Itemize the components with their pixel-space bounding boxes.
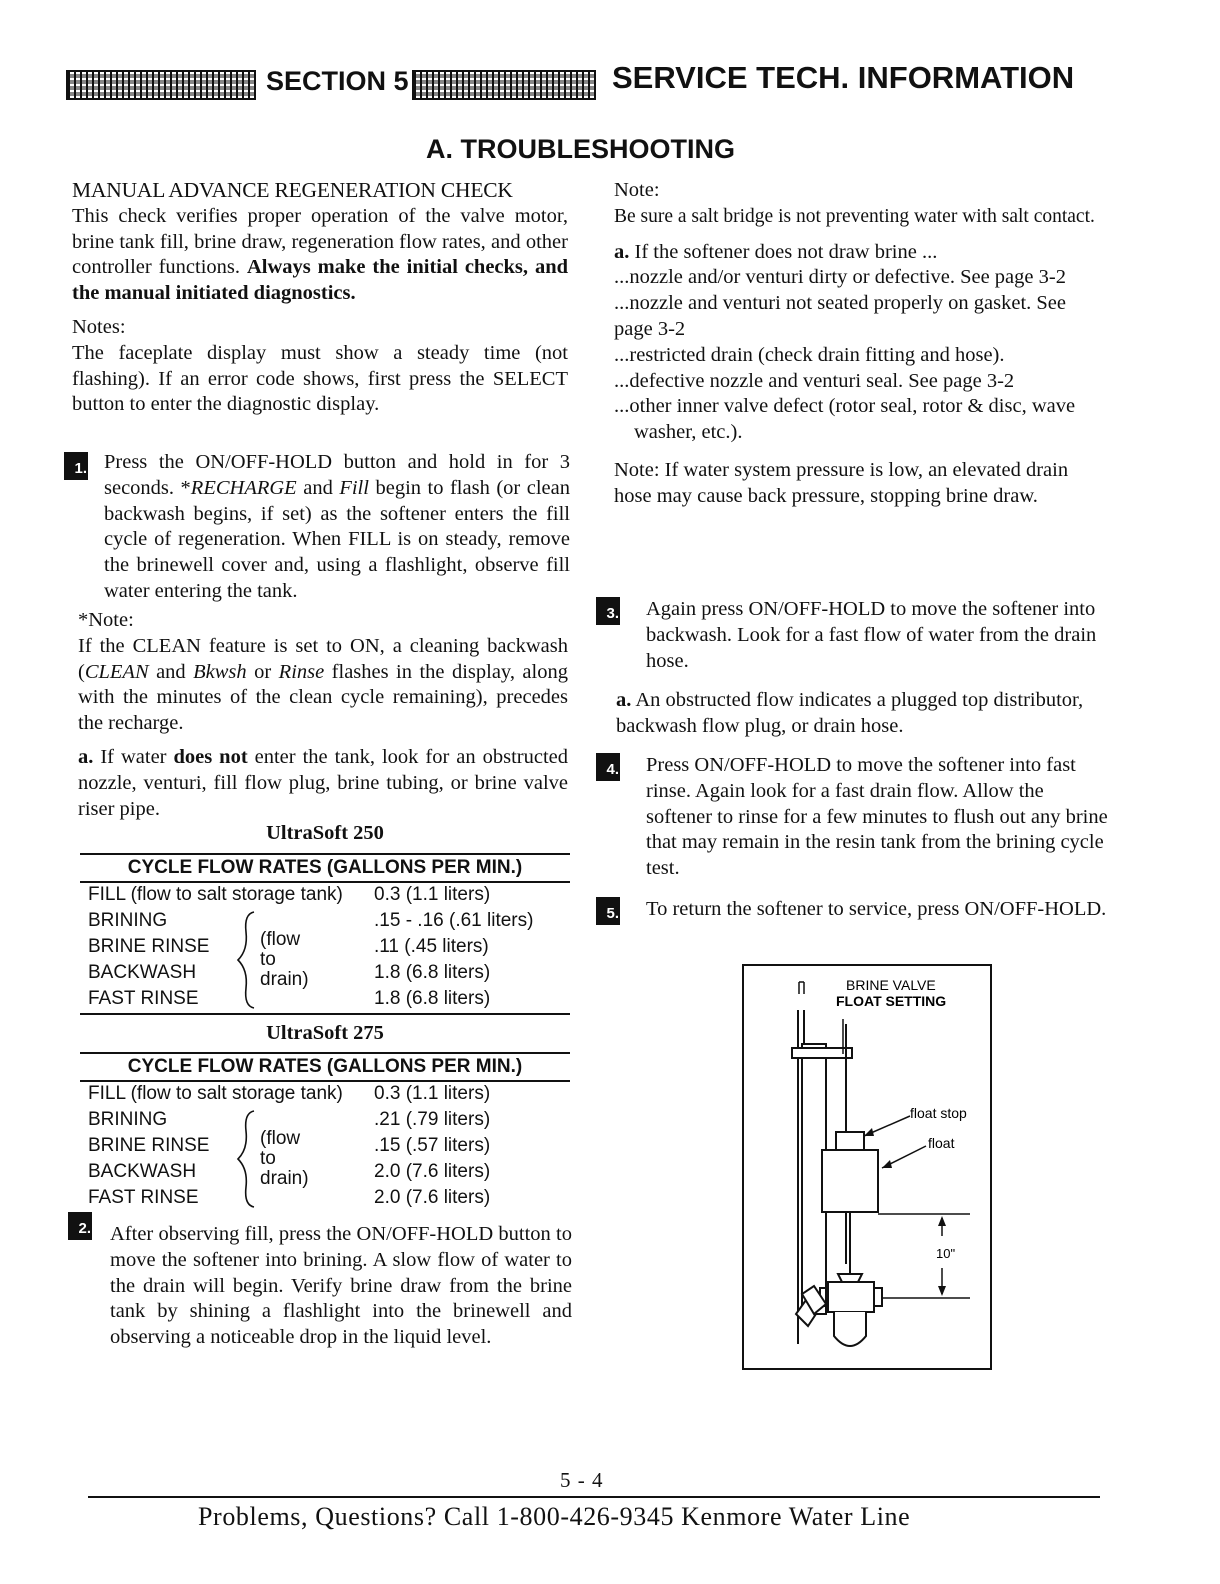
step-5-text: To return the softener to service, press ON/OFF-HOLD. xyxy=(646,898,1107,920)
star-note-or: or xyxy=(246,660,279,683)
table-1-row-label: BRINING xyxy=(88,910,168,931)
star-note-and: and xyxy=(148,660,194,683)
table-1-brace-3: drain) xyxy=(260,969,309,990)
table-2-brace-1: (flow xyxy=(260,1128,301,1149)
table-1-row-value: .11 (.45 liters) xyxy=(374,936,489,957)
check-a-bold: does not xyxy=(173,745,248,768)
table-2-row-label: BRINING xyxy=(88,1109,168,1130)
star-note-text xyxy=(78,634,568,737)
table-1-brace-1: (flow xyxy=(260,929,301,950)
notes-text: The faceplate display must show a steady time (not flashing). If an error code shows, first press the SELECT button to enter the diagnostic display. xyxy=(72,341,568,416)
check-a-text-2: enter the tank, look for an obstructed nozzle, venturi, fill flow plug, brine tubing, or brine valve riser pipe. xyxy=(78,745,568,820)
footer-rule xyxy=(88,1496,1100,1498)
table-1-row-value: 1.8 (6.8 liters) xyxy=(374,988,491,1009)
table-1-bottom-rule xyxy=(80,1013,570,1015)
float-label: float xyxy=(928,1135,955,1151)
table-2-row-label: BRINE RINSE xyxy=(88,1135,210,1156)
list-item: ...nozzle and/or venturi dirty or defective. See page 3-2 xyxy=(614,266,1066,289)
table-row xyxy=(80,1107,570,1133)
check-a-label: a. xyxy=(78,745,94,768)
table-row xyxy=(80,986,570,1012)
right-a-paragraph xyxy=(614,240,1106,266)
diagram-title-2: FLOAT SETTING xyxy=(836,993,947,1009)
step-1-text-a: Press the ON/OFF-HOLD button and hold in for 3 seconds. * xyxy=(104,451,570,499)
intro-paragraph xyxy=(72,204,568,307)
right-a-label: a. xyxy=(614,240,630,263)
table-2-row-label: BACKWASH xyxy=(88,1161,197,1182)
table-1-row-label: BRINE RINSE xyxy=(88,936,210,957)
table-2-row-label: FAST RINSE xyxy=(88,1187,199,1208)
step-5-marker: 5. xyxy=(596,897,620,925)
right-a2-label: a. xyxy=(616,689,632,711)
star-note-bkwsh: Bkwsh xyxy=(193,660,247,683)
star-note-rinse: Rinse xyxy=(278,660,325,683)
table-1-title: UltraSoft 250 xyxy=(266,822,384,844)
check-heading: MANUAL ADVANCE REGENERATION CHECK xyxy=(72,178,513,202)
right-a2-paragraph xyxy=(616,688,1108,740)
left-column-notes xyxy=(78,608,568,822)
right-note-label: Note: xyxy=(614,179,660,201)
right-a2-text: An obstructed flow indicates a plugged top distributor, backwash flow plug, or drain hose. xyxy=(616,689,1084,737)
table-1-row-value: 1.8 (6.8 liters) xyxy=(374,962,491,983)
table-row xyxy=(80,1185,570,1211)
table-1-row-label: BACKWASH xyxy=(88,962,197,983)
table-2-brace-3: drain) xyxy=(260,1168,309,1189)
list-item: ...other inner valve defect (rotor seal, rotor & disc, wave washer, etc.). xyxy=(614,395,1076,444)
footer-text: Problems, Questions? Call 1-800-426-9345 Kenmore Water Line xyxy=(198,1502,911,1531)
star-note-b: flashes in the display, along with the minutes of the clean cycle remaining), precedes the recharge. xyxy=(78,660,568,735)
right-note-2: Note: If water system pressure is low, an elevated drain hose may cause back pressure, stopping brine draw. xyxy=(614,458,1069,507)
check-a-text-1: If water xyxy=(93,745,174,768)
table-2-row-value: .21 (.79 liters) xyxy=(374,1109,491,1130)
table-row xyxy=(80,1159,570,1185)
right-note-text: Be sure a salt bridge is not preventing water with salt contact. xyxy=(614,205,1095,227)
section-label: SECTION 5 xyxy=(266,66,409,96)
section-subtitle: A. TROUBLESHOOTING xyxy=(426,134,735,164)
table-2-row-value: 2.0 (7.6 liters) xyxy=(374,1161,491,1182)
table-2-fill-label: FILL (flow to salt storage tank) xyxy=(88,1083,343,1104)
right-a-text: If the softener does not draw brine ... xyxy=(629,240,938,263)
intro-text: This check verifies proper operation of the valve motor, brine tank fill, brine draw, regeneration flow rates, and other controller functions. xyxy=(72,204,568,279)
step-1-recharge: RECHARGE xyxy=(190,476,297,499)
diagram-title-1: BRINE VALVE xyxy=(846,977,936,993)
brine-valve-diagram xyxy=(742,964,992,1370)
table-1-row-value: .15 - .16 (.61 liters) xyxy=(374,910,534,931)
step-4-marker: 4. xyxy=(596,753,620,781)
table-1-row-label: FAST RINSE xyxy=(88,988,199,1009)
header-hatch-left xyxy=(66,70,256,100)
table-2-row-value: 2.0 (7.6 liters) xyxy=(374,1187,491,1208)
table-1-fill-row xyxy=(80,882,570,908)
table-1-fill-label: FILL (flow to salt storage tank) xyxy=(88,884,343,905)
table-row xyxy=(80,934,570,960)
table-2-fill-row xyxy=(80,1081,570,1107)
list-item: ...nozzle and venturi not seated properly on gasket. See page 3-2 xyxy=(614,292,1066,340)
table-row xyxy=(80,908,570,934)
table-2-header: CYCLE FLOW RATES (GALLONS PER MIN.) xyxy=(127,1056,523,1077)
list-item: ...restricted drain (check drain fitting and hose). xyxy=(614,343,1005,366)
list-item: ...defective nozzle and venturi seal. See page 3-2 xyxy=(614,369,1015,392)
float-stop-label: float stop xyxy=(910,1105,967,1121)
valve-body xyxy=(828,1282,874,1312)
step-2-marker: 2. xyxy=(68,1212,92,1240)
float xyxy=(822,1150,878,1212)
page-title: SERVICE TECH. INFORMATION xyxy=(612,60,1075,95)
step-2-text: After observing fill, press the ON/OFF-HOLD button to move the softener into brining. A slow flow of water to the drain will begin. Verify brine draw from the brine tank by shining a flashlight into the brinewell and observing a noticeable drop in the liquid level. xyxy=(110,1223,572,1349)
table-2-body xyxy=(80,1081,570,1211)
table-1-body xyxy=(80,882,570,1012)
step-3-text: Again press ON/OFF-HOLD to move the softener into backwash. Look for a fast flow of water from the drain hose. xyxy=(646,598,1097,672)
table-row xyxy=(80,1133,570,1159)
step-1-and: and xyxy=(296,476,340,499)
table-row xyxy=(80,960,570,986)
dimension-label: 10" xyxy=(936,1246,956,1261)
table-2-fill-value: 0.3 (1.1 liters) xyxy=(374,1083,491,1104)
notes-label: Notes: xyxy=(72,315,126,338)
star-note-label: *Note: xyxy=(78,609,134,631)
table-2-brace-2: to xyxy=(260,1148,276,1169)
step-1-marker: 1. xyxy=(64,452,88,480)
star-note-clean: CLEAN xyxy=(84,660,149,683)
table-2-title: UltraSoft 275 xyxy=(266,1022,384,1044)
check-a-paragraph xyxy=(78,745,568,822)
valve-cap xyxy=(838,1274,862,1282)
table-1-brace-2: to xyxy=(260,949,276,970)
table-1-fill-value: 0.3 (1.1 liters) xyxy=(374,884,491,905)
star-note-a: If the CLEAN feature is set to ON, a cleaning backwash ( xyxy=(78,634,568,683)
step-3-marker: 3. xyxy=(596,597,620,625)
intro-bold-text: Always make the initial checks, and the manual initiated diagnostics. xyxy=(72,256,569,305)
header-hatch-right xyxy=(412,70,596,100)
table-1-header: CYCLE FLOW RATES (GALLONS PER MIN.) xyxy=(127,857,523,878)
table-2-row-value: .15 (.57 liters) xyxy=(374,1135,491,1156)
page-number: 5 - 4 xyxy=(560,1468,604,1492)
step-1-text-b: begin to flash (or clean backwash begins, if set) as the softener enters the fill cycle of regeneration. When FILL is on steady, remove the brinewell cover and, using a flashlight, observe fill water entering the tank. xyxy=(104,476,571,602)
step-4-text: Press ON/OFF-HOLD to move the softener into fast rinse. Again look for a fast drain flow. Allow the softener to rinse for a few minutes to flush out any brine that may remain in the resin tank from the brining cycle test. xyxy=(646,754,1108,880)
left-column-top xyxy=(72,178,568,418)
step-1-fill: Fill xyxy=(339,476,369,499)
right-column-top xyxy=(614,178,1106,510)
step-1-text xyxy=(104,450,570,605)
valve-bowl xyxy=(834,1312,866,1346)
